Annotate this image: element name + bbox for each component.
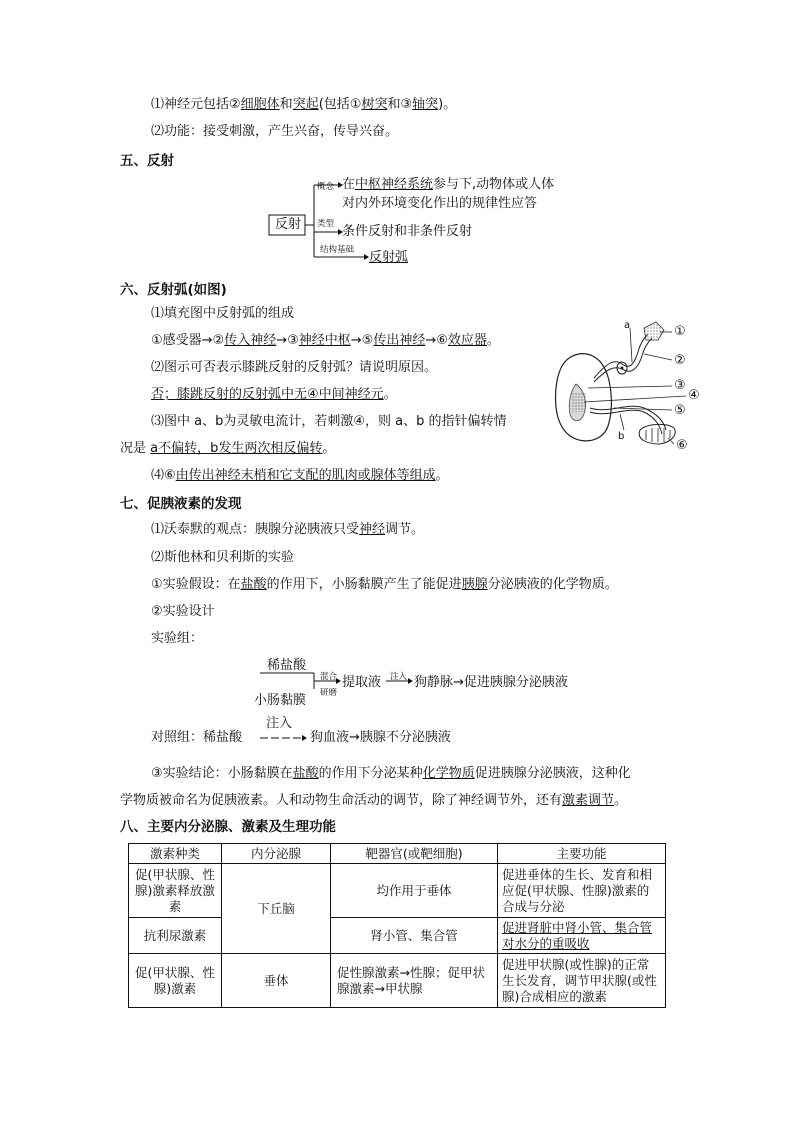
arc-a2: 否；膝跳反射的反射弧中无④中间神经元。 bbox=[151, 387, 397, 402]
cell-function: 促进肾脏中肾小管、集合管对水分的重吸收 bbox=[498, 918, 666, 954]
efferent-nerve-2 bbox=[590, 410, 662, 434]
exp-inject: 注入 bbox=[390, 672, 408, 682]
label-a: a bbox=[624, 320, 631, 331]
arc-q3-line2: 况是 a不偏转，b发生两次相反偏转。 bbox=[120, 441, 336, 456]
label-3: ③ bbox=[674, 378, 686, 393]
reflex-heading: 五、反射 bbox=[120, 153, 174, 169]
neuron-function: ⑵功能：接受刺激，产生兴奋，传导兴奋。 bbox=[151, 124, 399, 139]
ctrl-inject: 注入 bbox=[266, 716, 293, 731]
cell-target: 均作用于垂体 bbox=[331, 864, 498, 918]
conclusion-line2: 学物质被命名为促胰液素。人和动物生命活动的调节，除了神经调节外，还有激素调节。 bbox=[120, 793, 628, 808]
cell-hormone: 促(甲状腺、性腺)激素 bbox=[129, 954, 222, 1008]
meter-b-probe bbox=[620, 414, 624, 430]
glands-heading: 八、主要内分泌腺、激素及生理功能 bbox=[120, 819, 336, 835]
ctrl-result: 狗血液→胰腺不分泌胰液 bbox=[310, 730, 451, 745]
col-target: 靶器官(或靶细胞) bbox=[331, 844, 498, 864]
label-2: ② bbox=[674, 353, 686, 368]
cell-target: 肾小管、集合管 bbox=[331, 918, 498, 954]
arc-q4: ⑷⑥由传出神经末梢和它支配的肌肉或腺体等组成。 bbox=[151, 468, 449, 483]
afferent-nerve-2 bbox=[594, 338, 652, 382]
arc-heading: 六、反射弧(如图) bbox=[120, 282, 227, 298]
hormone-table bbox=[128, 843, 666, 1008]
col-function: 主要功能 bbox=[498, 844, 666, 864]
receptor bbox=[644, 322, 664, 340]
cell-function: 促进垂体的生长、发育和相应促(甲状腺、性腺)激素的合成与分泌 bbox=[498, 864, 666, 918]
secretin-heading: 七、促胰液素的发现 bbox=[120, 496, 242, 512]
exp-acid: 稀盐酸 bbox=[267, 658, 307, 673]
type-tag: 类型 bbox=[317, 219, 335, 229]
reflex-box-label: 反射 bbox=[275, 217, 302, 232]
ganglion-nucleus bbox=[621, 367, 624, 370]
cell-gland: 下丘脑 bbox=[222, 864, 331, 954]
meter-a-probe bbox=[630, 328, 632, 362]
secretin-p4: ②实验设计 bbox=[151, 604, 215, 619]
exp-mucosa: 小肠黏膜 bbox=[254, 693, 307, 708]
cell-target: 促性腺激素→性腺；促甲状腺激素→甲状腺 bbox=[331, 954, 498, 1008]
basis-tag: 结构基础 bbox=[320, 245, 355, 255]
cell-hormone: 促(甲状腺、性腺)激素释放激素 bbox=[129, 864, 222, 918]
type-text: 条件反射和非条件反射 bbox=[342, 224, 473, 239]
table-row bbox=[129, 918, 666, 954]
table-row bbox=[129, 954, 666, 1008]
reflex-arc-figure bbox=[548, 318, 698, 458]
secretin-p2: ⑵斯他林和贝利斯的实验 bbox=[151, 550, 295, 565]
ctrl-arrowhead bbox=[302, 735, 307, 741]
neuron-composition: ⑴神经元包括②细胞体和突起(包括①树突和③轴突)。 bbox=[151, 97, 457, 112]
exp-result: 狗静脉→促进胰腺分泌胰液 bbox=[414, 675, 568, 690]
leader-2 bbox=[644, 354, 672, 360]
cell-hormone: 抗利尿激素 bbox=[129, 918, 222, 954]
gray-matter-dots bbox=[572, 392, 586, 412]
label-1: ① bbox=[674, 324, 686, 339]
label-6: ⑥ bbox=[676, 438, 688, 453]
label-5: ⑤ bbox=[674, 403, 686, 418]
exp-grind: 研磨 bbox=[320, 688, 338, 698]
table-header-row bbox=[129, 844, 666, 864]
effector-fibers bbox=[646, 428, 670, 442]
arc-q3-line1: ⑶图中 a、b为灵敏电流计，若刺激④，则 a、b 的指针偏转情 bbox=[151, 414, 507, 429]
col-gland: 内分泌腺 bbox=[222, 844, 331, 864]
concept-tag: 概念 bbox=[317, 182, 335, 192]
label-b: b bbox=[618, 431, 625, 442]
exp-mix: 混合 bbox=[320, 672, 338, 682]
arc-chain: ①感受器→②传入神经→③神经中枢→⑤传出神经→⑥效应器。 bbox=[151, 333, 500, 348]
ctrl-label: 对照组：稀盐酸 bbox=[151, 730, 243, 745]
exp-extract: 提取液 bbox=[342, 675, 382, 690]
conclusion-line1: ③实验结论：小肠黏膜在盐酸的作用下分泌某种化学物质促进胰腺分泌胰液，这种化 bbox=[151, 766, 631, 781]
secretin-p1: ⑴沃泰默的观点：胰腺分泌胰液只受神经调节。 bbox=[151, 522, 425, 537]
cell-function: 促进甲状腺(或性腺)的正常生长发育，调节甲状腺(或性腺)合成相应的激素 bbox=[498, 954, 666, 1008]
secretin-p3: ①实验假设：在盐酸的作用下，小肠黏膜产生了能促进胰腺分泌胰液的化学物质。 bbox=[151, 577, 618, 592]
inject-arrowhead bbox=[408, 678, 413, 684]
leader-4 bbox=[584, 396, 686, 402]
concept-line1: 在中枢神经系统参与下,动物体或人体 bbox=[342, 177, 555, 192]
basis-text: 反射弧 bbox=[369, 250, 409, 265]
leader-5 bbox=[614, 408, 672, 410]
concept-line2: 对内外环境变化作出的规律性应答 bbox=[342, 196, 538, 211]
ctrl-arrow bbox=[258, 733, 308, 743]
col-hormone: 激素种类 bbox=[129, 844, 222, 864]
leader-3 bbox=[588, 386, 672, 388]
cell-gland: 垂体 bbox=[222, 954, 331, 1008]
secretin-p5: 实验组： bbox=[151, 631, 204, 646]
label-4: ④ bbox=[688, 388, 700, 403]
afferent-nerve bbox=[594, 334, 648, 378]
arc-q2: ⑵图示可否表示膝跳反射的反射弧？请说明原因。 bbox=[151, 360, 438, 375]
arc-q1: ⑴填充图中反射弧的组成 bbox=[151, 306, 295, 321]
efferent-nerve bbox=[590, 406, 666, 430]
table-row bbox=[129, 864, 666, 918]
